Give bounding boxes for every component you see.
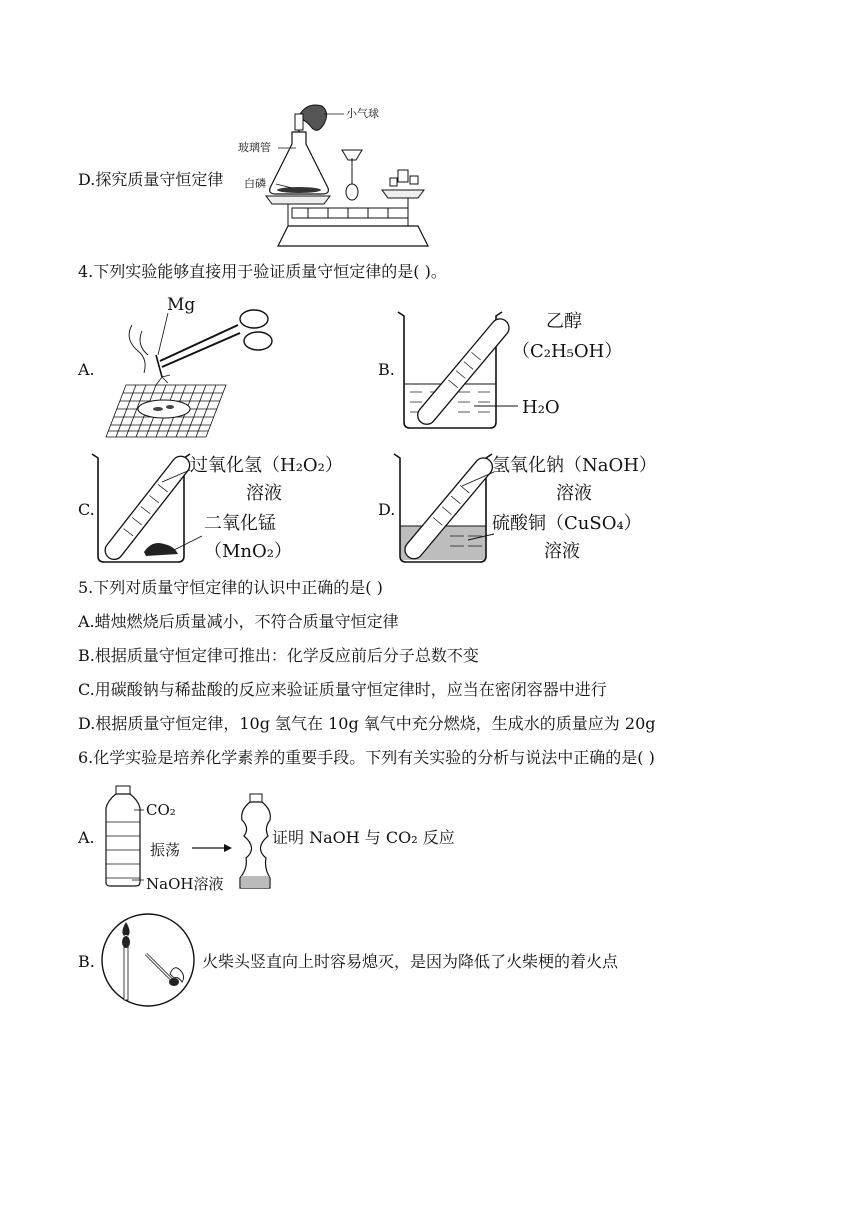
balloon-label: 小气球 [346,107,379,120]
manganese-dioxide-label: 二氧化锰 [204,513,276,534]
ethanol-water-beaker [398,310,508,430]
q6-option-b-letter: B. [78,952,95,971]
hydrogen-peroxide-label: 过氧化氢（H₂O₂） [190,455,343,476]
q6-option-b-text: 火柴头竖直向上时容易熄灭，是因为降低了火柴梗的着火点 [202,952,619,971]
q6-option-a-letter: A. [78,828,95,847]
match-figure [98,914,202,1006]
sodium-hydroxide-label: 氢氧化钠（NaOH） [492,455,657,476]
q5-option-a: A.蜡烛燃烧后质量减小，不符合质量守恒定律 [78,612,399,631]
option-d-label: D.探究质量守恒定律 [78,170,224,189]
sodium-hydroxide-copper-sulfate-beaker [394,452,494,564]
q4-option-b-letter: B. [378,360,395,379]
co2-label: CO₂ [146,801,176,819]
q4-stem: 4.下列实验能够直接用于验证质量守恒定律的是( )。 [78,262,447,281]
q5-option-b: B.根据质量守恒定律可推出：化学反应前后分子总数不变 [78,646,479,665]
naoh-solution-label: NaOH溶液 [146,875,224,893]
q4-option-c-letter: C. [78,500,95,519]
hydrogen-peroxide-solution-label: 溶液 [246,483,282,504]
ethanol-formula-label: （C₂H₅OH） [512,341,623,362]
q5-option-c: C.用碳酸钠与稀盐酸的反应来验证质量守恒定律时，应当在密闭容器中进行 [78,680,607,699]
q5-stem: 5.下列对质量守恒定律的认识中正确的是( ) [78,578,383,597]
glass-tube-label: 玻璃管 [238,141,271,154]
white-phosphorus-label: 白磷 [244,177,266,190]
copper-sulfate-solution-label: 溶液 [544,541,580,562]
water-label: H₂O [522,397,560,418]
q4-option-a-letter: A. [78,360,95,379]
magnesium-burning-figure [108,295,298,435]
q6-stem: 6.化学实验是培养化学素养的重要手段。下列有关实验的分析与说法中正确的是( ) [78,748,655,767]
q6-option-a-text: 证明 NaOH 与 CO₂ 反应 [272,828,455,847]
ethanol-label: 乙醇 [546,311,582,332]
manganese-dioxide-formula-label: （MnO₂） [204,541,292,562]
copper-sulfate-label: 硫酸铜（CuSO₄） [492,513,642,534]
shake-label: 振荡 [150,841,181,859]
q5-option-d: D.根据质量守恒定律，10g 氢气在 10g 氧气中充分燃烧，生成水的质量应为 20g [78,714,656,733]
mg-label: Mg [167,295,196,315]
hydrogen-peroxide-beaker [92,452,192,564]
sodium-hydroxide-solution-label: 溶液 [556,483,592,504]
q4-option-d-letter: D. [378,500,396,519]
